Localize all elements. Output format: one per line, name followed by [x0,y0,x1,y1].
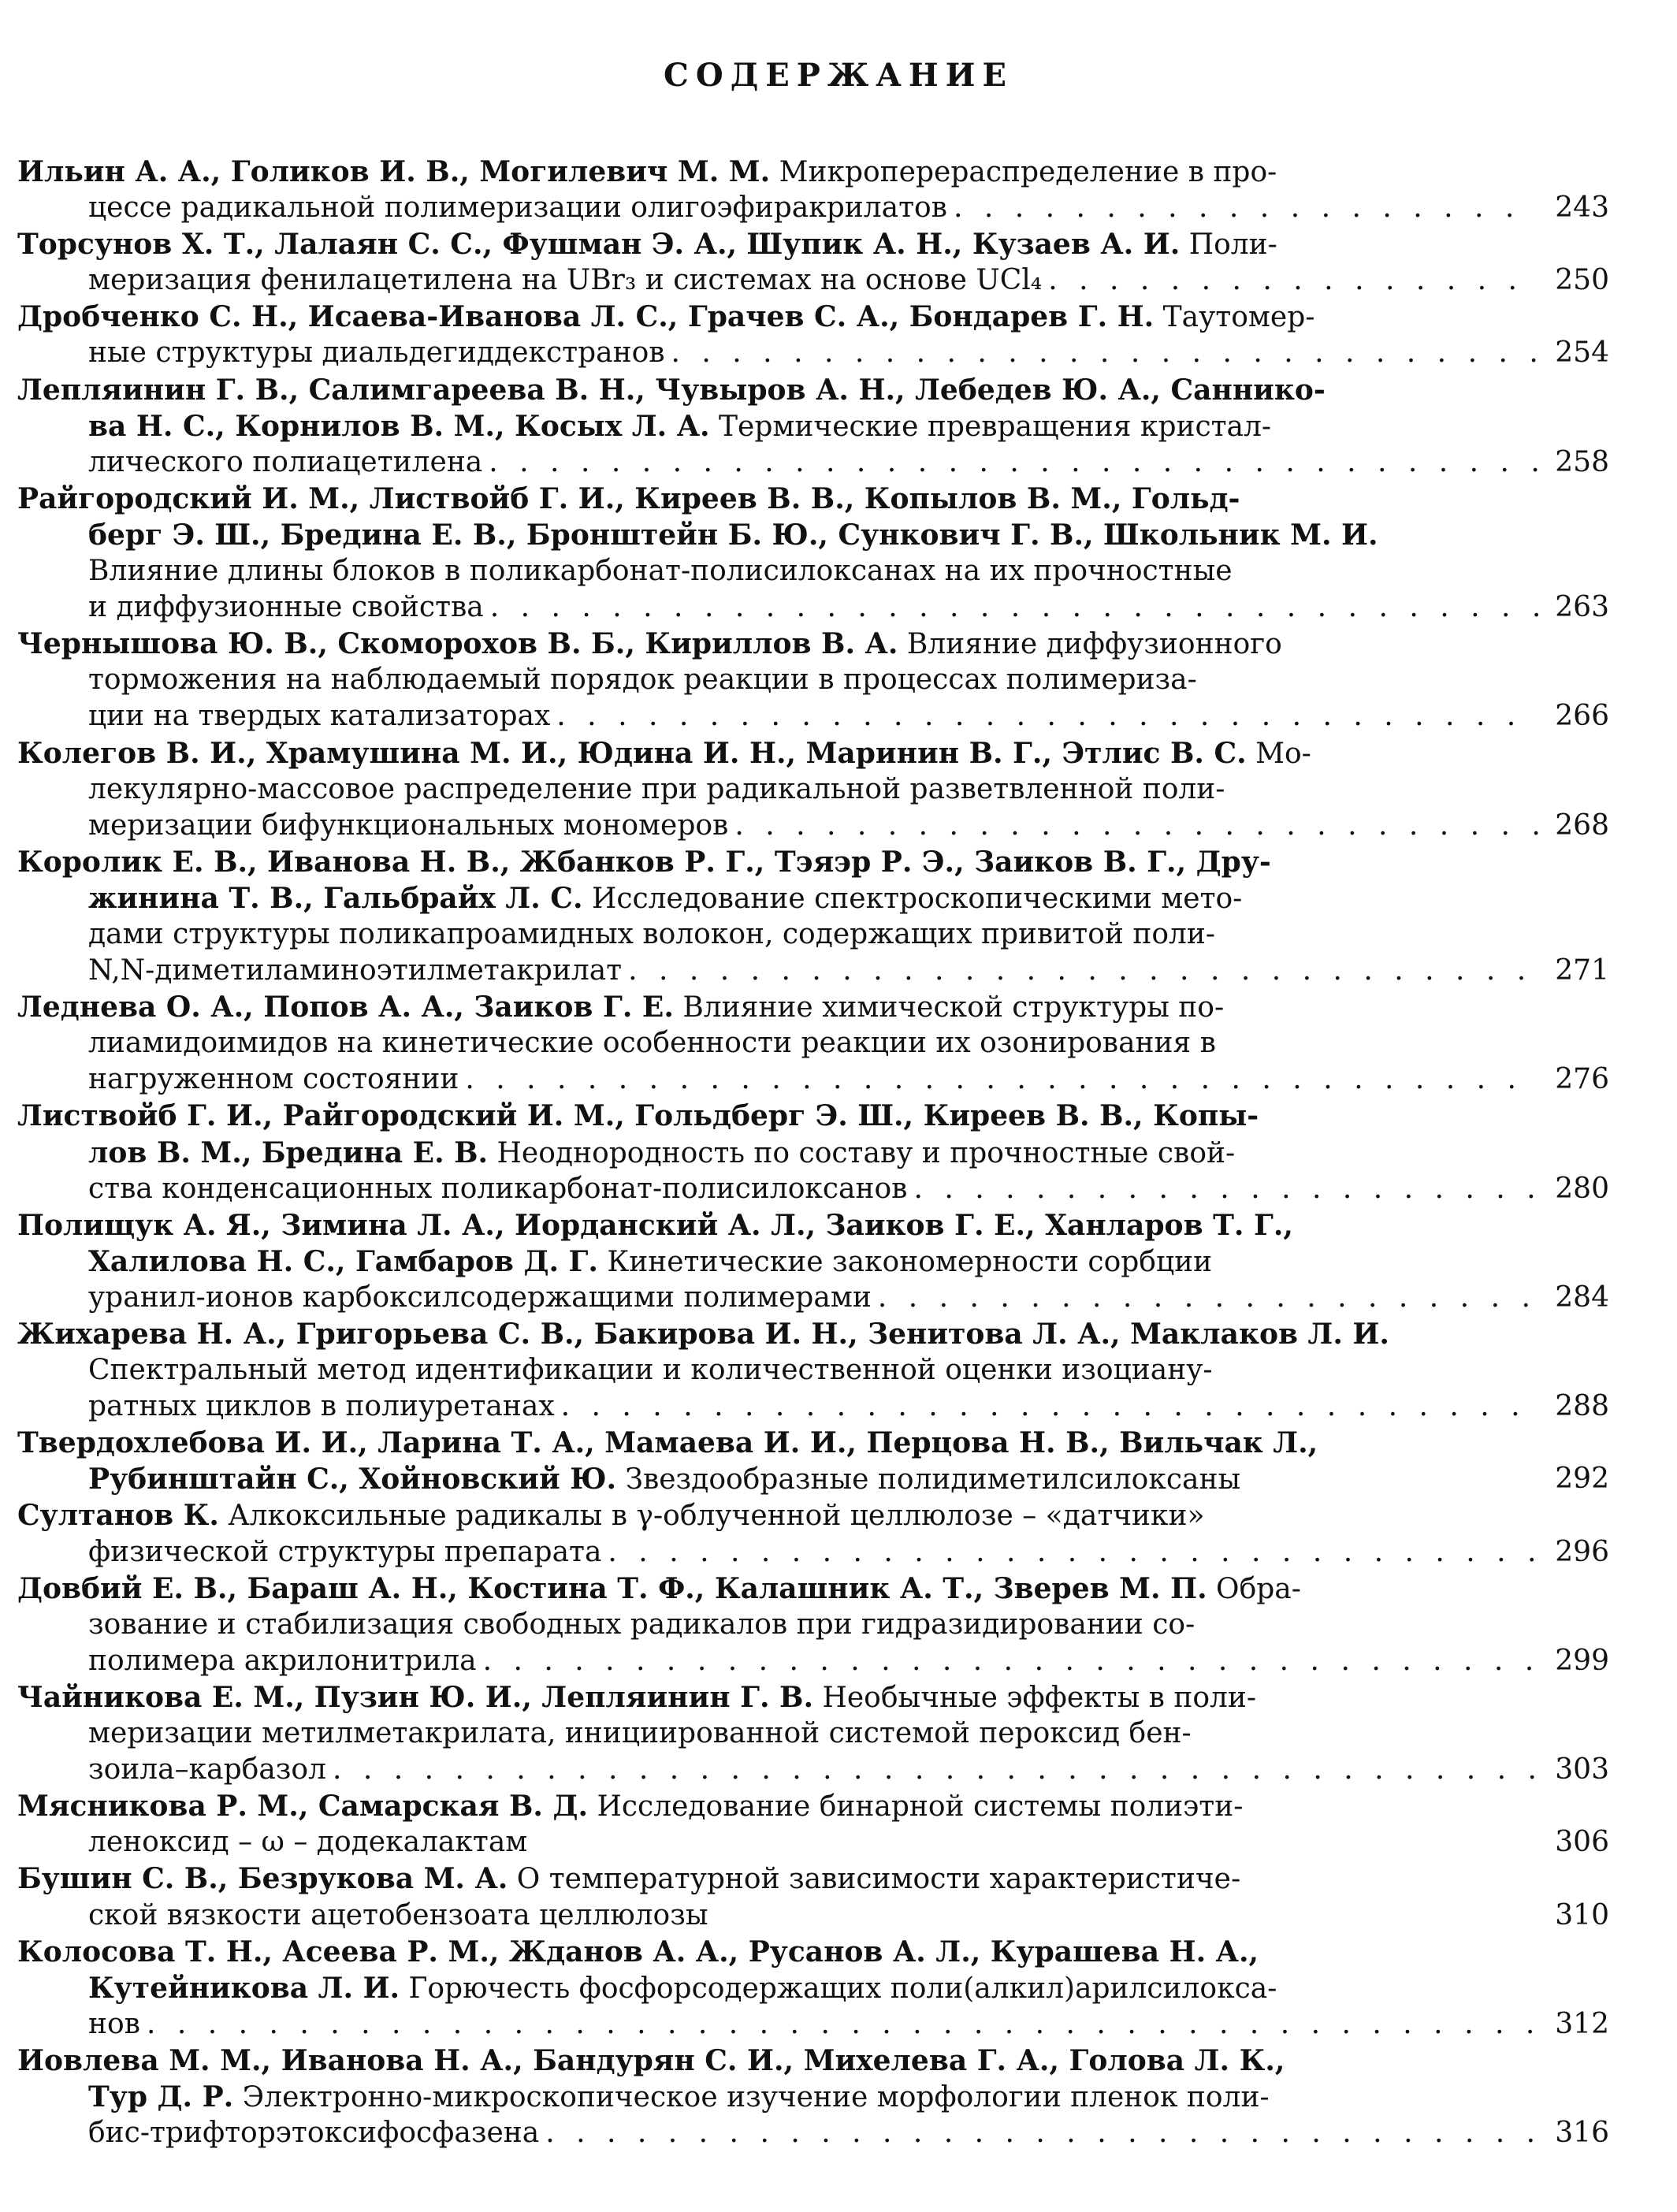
toc-entry-line [17,1352,1538,1389]
entry-title-text: Обра- [1207,1572,1301,1605]
toc-entry-line [17,553,1538,589]
toc-entry-text [88,190,947,226]
entry-title-text: лекулярно-массовое распределение при радикальной разветвленной поли- [88,772,1225,805]
toc-entry-text [88,1171,907,1207]
dot-leader [913,1171,1538,1207]
toc-entry-line [17,1571,1538,1607]
entry-authors: Листвойб Г. И., Райгородский И. М., Гольдберг Э. Ш., Киреев В. В., Копы- [17,1099,1259,1133]
toc-entry-line [17,2006,1538,2043]
entry-title-text: меризации бифункциональных мономеров [88,809,729,842]
entry-title-text: Поли- [1180,229,1277,262]
toc-entry-line [17,2079,1538,2115]
entry-authors: ва Н. С., Корнилов В. М., Косых Л. А. [88,409,710,443]
table-of-contents [17,154,1609,2151]
toc-entry [17,1098,1609,1206]
entry-authors: жинина Т. В., Гальбрайх Л. С. [88,881,583,915]
toc-entry [17,2043,1609,2151]
page-number: 280 [1555,1172,1609,1205]
entry-authors: берг Э. Ш., Бредина Е. В., Бронштейн Б. Ю., Сункович Г. В., Школьник М. И. [88,518,1378,552]
toc-entry-line [17,1534,1538,1571]
entry-title-text: нагруженном состоянии [88,1063,459,1096]
entry-title-text: ской вязкости ацетобензоата целлюлозы [88,1898,708,1931]
toc-entry [17,299,1609,371]
dot-leader [628,953,1538,989]
page-number: 266 [1555,700,1609,733]
page-number: 296 [1555,1535,1609,1568]
page-number: 271 [1555,954,1609,987]
page-number: 310 [1555,1898,1609,1931]
page-number: 303 [1555,1753,1609,1786]
toc-entry-text [88,1752,326,1788]
dot-leader [561,1389,1538,1425]
entry-authors: Султанов К. [17,1499,219,1533]
dot-leader [1048,262,1538,299]
page-number: 268 [1555,809,1609,842]
toc-entry-text [88,808,728,844]
toc-entry-text [88,698,550,734]
entry-title-text: леноксид – ω – додекалактам [88,1826,528,1859]
toc-entry-line [17,771,1538,808]
entry-authors: Халилова Н. С., Гамбаров Д. Г. [88,1244,598,1278]
entry-title-text: уранил-ионов карбоксилсодержащими полимерами [88,1281,872,1314]
entry-title-text: Исследование спектроскопическими мето- [582,882,1243,915]
toc-entry [17,1425,1609,1497]
toc-entry-text [88,1061,459,1098]
entry-title-text: торможения на наблюдаемый порядок реакции в процессах полимериза- [88,664,1197,697]
toc-entry-line [17,2115,1538,2151]
toc-entry-line [17,1316,1538,1352]
toc-entry [17,735,1609,844]
toc-entry [17,1788,1609,1861]
entry-authors: Чайникова Е. М., Пузин Ю. И., Лепляинин Г. В. [17,1680,813,1714]
toc-entry [17,1497,1609,1570]
entry-authors: Чернышова Ю. В., Скоморохов В. Б., Кириллов В. А. [17,627,898,661]
toc-entry-line [17,262,1538,299]
toc-entry-line [17,916,1538,953]
entry-title-text: Влияние длины блоков в поликарбонат-полисилоксанах на их прочностные [88,555,1233,588]
entry-authors: Леднева О. А., Попов А. А., Заиков Г. Е. [17,991,674,1024]
toc-entry-text [88,953,622,989]
toc-entry-line [17,1752,1538,1788]
page-number: 312 [1555,2007,1609,2040]
page-title: СОДЕРЖАНИЕ [664,57,1013,94]
toc-entry-line [17,1607,1538,1643]
page-number: 258 [1555,445,1609,478]
entry-title-text: О температурной зависимости характеристиче- [508,1863,1241,1896]
entry-title-text: Неоднородность по составу и прочностные свой- [488,1136,1236,1169]
toc-entry-text [88,2006,140,2043]
toc-entry-line [17,444,1538,481]
toc-entry-line [17,1061,1538,1098]
dot-leader [671,335,1538,371]
dot-leader [465,1061,1538,1098]
entry-authors: Твердохлебова И. И., Ларина Т. А., Мамаева И. И., Перцова Н. В., Вильчак Л., [17,1426,1318,1460]
entry-authors: Райгородский И. М., Листвойб Г. И., Киреев В. В., Копылов В. М., Гольд- [17,481,1240,515]
entry-title-text: N,N-диметиламиноэтилметакрилат [88,954,623,987]
dot-leader [483,1643,1538,1679]
toc-entry [17,154,1609,226]
toc-entry-line [17,1898,1538,1934]
toc-entry [17,844,1609,989]
toc-entry-line [17,953,1538,989]
entry-title-text: полимера акрилонитрила [88,1644,477,1677]
toc-entry-text [88,1389,555,1425]
toc-entry-line [17,808,1538,844]
entry-title-text: нов [88,2007,140,2040]
toc-entry-line [17,372,1538,408]
toc-entry [17,1861,1609,1933]
entry-authors: Бушин С. В., Безрукова М. А. [17,1862,508,1896]
entry-title-text: дами структуры поликапроамидных волокон, содержащих привитой поли- [88,917,1216,950]
toc-entry [17,481,1609,626]
entry-authors: Иовлева М. М., Иванова Н. А., Бандурян С. И., Михелева Г. А., Голова Л. К., [17,2043,1285,2077]
toc-entry-line [17,1497,1538,1534]
entry-title-text: и диффузионные свойства [88,591,484,624]
page-number: 254 [1555,336,1609,370]
entry-title-text: ства конденсационных поликарбонат-полисилоксанов [88,1172,908,1205]
toc-entry-line [17,1824,1538,1861]
page-number: 306 [1555,1826,1609,1859]
entry-title-text: Необычные эффекты в поли- [813,1681,1257,1714]
dot-leader [545,2115,1538,2151]
entry-title-text: зование и стабилизация свободных радикалов при гидразидировании со- [88,1608,1195,1641]
entry-authors: Торсунов Х. Т., Лалаян С. С., Фушман Э. А., Шупик А. Н., Кузаев А. И. [17,228,1181,262]
dot-leader [333,1752,1538,1788]
entry-title-text: зоила–карбазол [88,1753,326,1786]
toc-entry [17,1316,1609,1425]
entry-authors: Тур Д. Р. [88,2080,234,2113]
entry-title-text: Горючесть фосфорсодержащих поли(алкил)арилсилокса- [400,1972,1277,2005]
entry-title-text: Термические превращения кристал- [709,410,1272,443]
entry-authors: Жихарева Н. А., Григорьева С. В., Бакирова И. Н., Зенитова Л. А., Маклаков Л. И. [17,1318,1389,1351]
toc-entry-line [17,589,1538,626]
entry-title-text: Мо- [1246,737,1311,770]
entry-title-text: физической структуры препарата [88,1535,602,1568]
page-number: 299 [1555,1644,1609,1677]
toc-entry-line [17,1461,1538,1497]
entry-title-text: Спектральный метод идентификации и количественной оценки изоциану- [88,1354,1213,1387]
toc-entry-line [17,1934,1538,1970]
toc-entry-line [17,1098,1538,1134]
toc-entry-line [17,299,1538,335]
toc-entry-line [17,698,1538,734]
entry-title-text: меризации метилметакрилата, инициированной системой пероксид бен- [88,1717,1192,1750]
toc-entry-line [17,1244,1538,1280]
dot-leader [556,698,1538,734]
entry-authors: Мясникова Р. М., Самарская В. Д. [17,1790,589,1824]
toc-entry-line [17,1389,1538,1425]
entry-title-text: ные структуры диальдегиддекстранов [88,336,665,370]
entry-title-text: Влияние химической структуры по- [673,991,1225,1024]
page-number: 243 [1555,191,1609,225]
toc-entry-line [17,1025,1538,1061]
entry-title-text: Звездообразные полидиметилсилоксаны [616,1463,1241,1496]
entry-authors: Кутейникова Л. И. [88,1971,400,2005]
page-number: 276 [1555,1063,1609,1096]
toc-entry-line [17,226,1538,262]
entry-authors: Дробченко С. Н., Исаева-Иванова Л. С., Грачев С. А., Бондарев Г. Н. [17,300,1155,334]
toc-entry-text [88,589,484,626]
toc-entry-line [17,989,1538,1025]
toc-entry-line [17,1171,1538,1207]
page-number: 288 [1555,1390,1609,1423]
entry-title-text: Исследование бинарной системы полиэти- [588,1790,1244,1824]
entry-title-text: ратных циклов в полиуретанах [88,1390,555,1423]
toc-entry-line [17,1788,1538,1824]
toc-entry-line [17,1861,1538,1897]
entry-title-text: Влияние диффузионного [898,628,1282,661]
page-number: 250 [1555,264,1609,297]
toc-entry [17,226,1609,299]
toc-entry-line [17,190,1538,226]
toc-entry [17,1679,1609,1788]
toc-entry-line [17,154,1538,190]
toc-entry-line [17,735,1538,771]
toc-entry-line [17,1135,1538,1171]
toc-entry-line [17,1425,1538,1461]
toc-entry-line [17,408,1538,444]
dot-leader [878,1280,1538,1316]
entry-authors: Довбий Е. В., Бараш А. Н., Костина Т. Ф., Калашник А. Т., Зверев М. П. [17,1571,1207,1605]
entry-title-text: Таутомер- [1154,301,1315,334]
toc-entry-line [17,844,1538,880]
toc-entry [17,372,1609,481]
dot-leader [954,190,1538,226]
entry-authors: Колегов В. И., Храмушина М. И., Юдина И. Н., Маринин В. Г., Этлис В. С. [17,736,1247,770]
entry-title-text: лиамидоимидов на кинетические особенности реакции их озонирования в [88,1027,1216,1060]
entry-title-text: цессе радикальной полимеризации олигоэфиракрилатов [88,191,947,225]
page-number: 292 [1555,1463,1609,1496]
dot-leader [490,589,1538,626]
dot-leader [489,444,1538,481]
toc-entry-text [88,1280,872,1316]
toc-entry-line [17,626,1538,662]
toc-entry-line [17,880,1538,916]
entry-authors: Лепляинин Г. В., Салимгареева В. Н., Чувыров А. Н., Лебедев Ю. А., Саннико- [17,373,1326,407]
toc-entry-text [88,262,1042,299]
toc-entry-line [17,2043,1538,2079]
entry-title-text: Микроперераспределение в про- [770,156,1277,188]
toc-entry-line [17,1716,1538,1752]
toc-entry-line [17,1207,1538,1244]
dot-leader [608,1534,1538,1571]
toc-entry-line [17,1643,1538,1679]
dot-leader [147,2006,1538,2043]
toc-entry-line [17,1280,1538,1316]
toc-entry-line [17,517,1538,553]
toc-entry [17,626,1609,734]
toc-entry [17,1571,1609,1679]
entry-title-text: лического полиацетилена [88,445,483,478]
toc-entry-text [88,1534,601,1571]
page-number: 316 [1555,2117,1609,2150]
toc-entry-line [17,1970,1538,2006]
toc-entry-text [88,335,665,371]
entry-title-text: бис-трифторэтоксифосфазена [88,2117,540,2150]
toc-entry [17,1934,1609,2043]
page-number: 263 [1555,591,1609,624]
dot-leader [734,808,1538,844]
entry-title-text: меризация фенилацетилена на UBr₃ и системах на основе UCl₄ [88,264,1043,297]
entry-authors: Колосова Т. Н., Асеева Р. М., Жданов А. А., Русанов А. Л., Курашева Н. А., [17,1935,1259,1968]
entry-authors: лов В. М., Бредина Е. В. [88,1136,489,1169]
entry-title-text: Электронно-микроскопическое изучение морфологии пленок поли- [233,2080,1270,2113]
page-number: 284 [1555,1281,1609,1314]
entry-authors: Королик Е. В., Иванова Н. В., Жбанков Р. Г., Тэяэр Р. Э., Заиков В. Г., Дру- [17,845,1271,879]
toc-entry-line [17,1679,1538,1716]
entry-authors: Рубинштайн С., Хойновский Ю. [88,1463,617,1496]
toc-entry [17,1207,1609,1316]
toc-entry-line [17,335,1538,371]
toc-entry [17,989,1609,1098]
toc-entry-text [88,444,482,481]
toc-entry-line [17,662,1538,698]
toc-entry-text [88,1643,477,1679]
toc-entry-line [17,481,1538,517]
toc-entry-text [88,2115,539,2151]
entry-title-text: ции на твердых катализаторах [88,700,551,733]
entry-authors: Ильин А. А., Голиков И. В., Могилевич М. М. [17,155,771,188]
entry-authors: Полищук А. Я., Зимина Л. А., Иорданский А. Л., Заиков Г. Е., Ханларов Т. Г., [17,1208,1293,1242]
entry-title-text: Кинетические закономерности сорбции [597,1245,1213,1278]
entry-title-text: Алкоксильные радикалы в γ-облученной целлюлозе – «датчики» [218,1500,1205,1533]
